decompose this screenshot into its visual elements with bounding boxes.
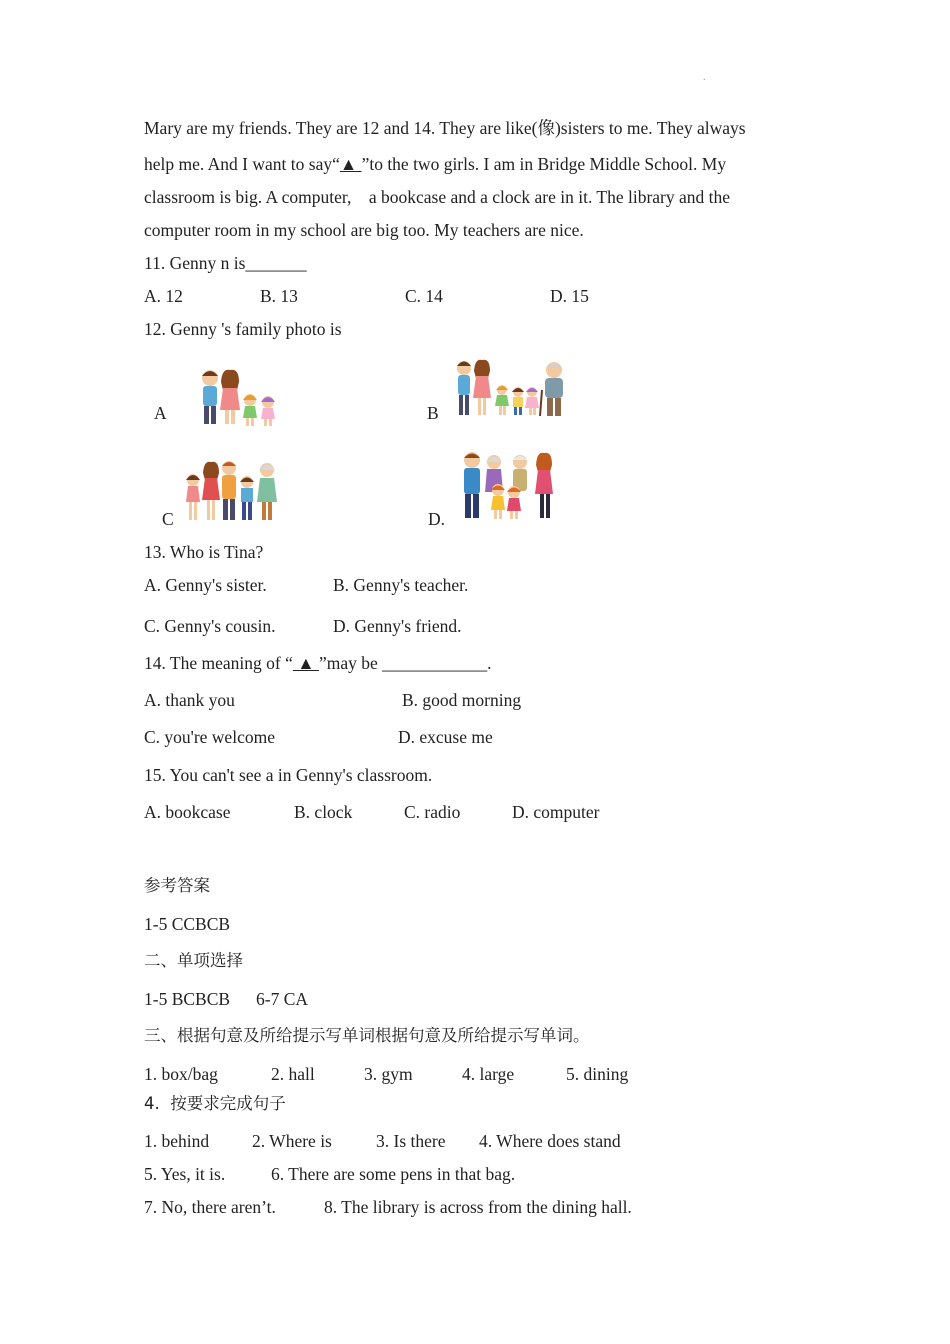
q14-option-c: C. you're welcome (144, 727, 275, 747)
answers-section-2-title: 二、单项选择 (144, 951, 243, 970)
q14-option-d: D. excuse me (398, 727, 493, 747)
father-figure (202, 370, 218, 424)
q11-option-d: D. 15 (550, 286, 589, 306)
grandfather-figure (513, 455, 527, 491)
answers-section-4-item: 3. Is there (376, 1131, 446, 1151)
answers-section-4-item: 7. No, there aren’t. (144, 1197, 276, 1217)
answers-section-3-item: 2. hall (271, 1064, 315, 1084)
q11-option-a: A. 12 (144, 286, 183, 306)
mother-figure (535, 453, 553, 518)
answers-section-1: 1-5 CCBCB (144, 914, 231, 934)
q11-stem: 11. Genny n is_______ (144, 253, 307, 273)
q15-option-b: B. clock (294, 802, 353, 822)
son-figure (240, 476, 254, 520)
father-figure (457, 361, 471, 415)
answers-section-4-item: 1. behind (144, 1131, 210, 1151)
child-figure-2 (512, 387, 524, 415)
passage-line-1: Mary are my friends. They are 12 and 14. They are like(像)sisters to me. They always (144, 118, 746, 138)
family-photo-a (194, 366, 284, 428)
answers-section-4-item: 6. There are some pens in that bag. (271, 1164, 516, 1184)
answers-title: 参考答案 (144, 876, 210, 895)
child-figure-1 (491, 484, 505, 519)
father-figure (222, 461, 236, 520)
answers-section-2-part-b: 6-7 CA (256, 989, 309, 1009)
answers-section-4-item: 2. Where is (252, 1131, 332, 1151)
q11-option-c: C. 14 (405, 286, 443, 306)
child-figure-2 (507, 486, 521, 519)
q15-option-d: D. computer (512, 802, 600, 822)
q12-label-d: D. (428, 509, 446, 529)
grandfather-figure (540, 362, 563, 416)
triangle-blank: ▲ (339, 154, 362, 174)
father-figure (464, 452, 480, 518)
answers-section-3-item: 5. dining (566, 1064, 629, 1084)
q13-stem: 13. Who is Tina? (144, 542, 264, 562)
q12-label-b: B (427, 403, 439, 423)
q13-option-c: C. Genny's cousin. (144, 616, 276, 636)
q13-option-d: D. Genny's friend. (333, 616, 462, 636)
q12-stem: 12. Genny 's family photo is (144, 319, 342, 339)
answers-section-4-item: 4. Where does stand (479, 1131, 621, 1151)
answers-section-3-item: 1. box/bag (144, 1064, 218, 1084)
child-figure-3 (525, 387, 539, 415)
answers-section-2-part-a: 1-5 BCBCB (144, 989, 231, 1009)
q12-label-a: A (154, 403, 167, 423)
family-photo-d (458, 446, 562, 522)
page-dot: . (703, 72, 706, 83)
answers-section-3-item: 3. gym (364, 1064, 413, 1084)
q13-option-b: B. Genny's teacher. (333, 575, 469, 595)
answers-section-3-item: 4. large (462, 1064, 515, 1084)
girl-figure-2 (261, 396, 275, 426)
child-figure-1 (495, 385, 509, 415)
family-photo-b (452, 356, 570, 420)
q15-stem: 15. You can't see a in Genny's classroom. (144, 765, 433, 785)
mother-figure (220, 370, 240, 424)
q15-option-c: C. radio (404, 802, 461, 822)
grandmother-figure (257, 463, 277, 520)
q14-option-a: A. thank you (144, 690, 235, 710)
girl-figure (186, 474, 200, 520)
family-photo-c (183, 456, 283, 524)
girl-figure-1 (243, 394, 257, 426)
q14-option-b: B. good morning (402, 690, 522, 710)
answers-section-4-item: 5. Yes, it is. (144, 1164, 226, 1184)
answers-section-3-title: 三、根据句意及所给提示写单词根据句意及所给提示写单词。 (144, 1026, 590, 1045)
triangle-blank: ▲ (292, 653, 319, 673)
answers-section-4-title: 4. 按要求完成句子 (144, 1094, 286, 1113)
passage-line-3: classroom is big. A computer, a bookcase and a clock are in it. The library and the (144, 187, 731, 207)
passage-line-2: help me. And I want to say“▲ ”to the two girls. I am in Bridge Middle School. My (144, 154, 727, 174)
q11-option-b: B. 13 (260, 286, 298, 306)
passage-line-4: computer room in my school are big too. My teachers are nice. (144, 220, 584, 240)
mother-figure (202, 462, 220, 520)
q14-stem: 14. The meaning of “ ▲ ”may be ____________. (144, 653, 492, 673)
q12-label-c: C (162, 509, 174, 529)
q15-option-a: A. bookcase (144, 802, 231, 822)
q13-option-a: A. Genny's sister. (144, 575, 267, 595)
answers-section-4-item: 8. The library is across from the dining hall. (324, 1197, 632, 1217)
mother-figure (473, 360, 491, 415)
